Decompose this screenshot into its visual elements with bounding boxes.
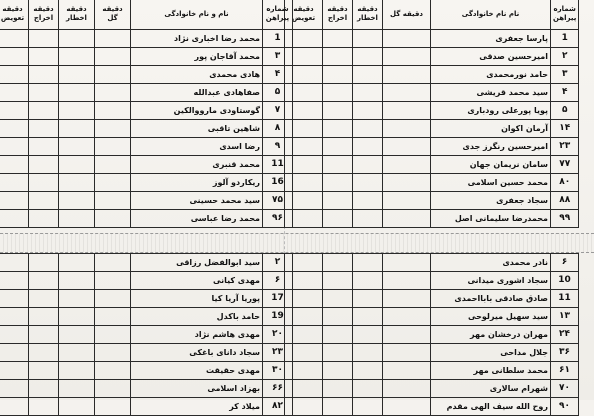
player-row — [0, 84, 293, 102]
warning-minute-cell — [59, 362, 95, 380]
ejection-minute-cell — [29, 48, 59, 66]
shirt-number: 1 — [551, 30, 579, 48]
substitution-minute-cell — [0, 156, 29, 174]
ejection-header: دقیقه اخراج — [29, 0, 59, 30]
shirt-number: ۳۶ — [551, 344, 579, 362]
ejection-minute-cell — [323, 210, 353, 228]
warning-minute-cell — [353, 102, 383, 120]
shirt-number: ۷۰ — [551, 380, 579, 398]
substitution-minute-cell — [0, 102, 29, 120]
warning-minute-cell — [353, 66, 383, 84]
warning-minute-cell — [353, 380, 383, 398]
shirt-number: 19 — [263, 308, 293, 326]
ejection-minute-cell — [323, 380, 353, 398]
goal-minute-cell — [95, 326, 131, 344]
goal-minute-cell — [95, 398, 131, 416]
ejection-minute-cell — [29, 30, 59, 48]
player-name: مهران درخشان مهر — [431, 326, 551, 344]
goal-minute-cell — [95, 254, 131, 272]
substitution-minute-cell — [0, 254, 29, 272]
player-row — [0, 210, 293, 228]
shirt-number: ۷۷ — [551, 156, 579, 174]
player-name: صادق صادقی بابااحمدی — [431, 290, 551, 308]
goal-minute-cell — [383, 362, 431, 380]
shirt-number: ۷ — [263, 102, 293, 120]
warning-minute-cell — [59, 254, 95, 272]
warning-minute-cell — [59, 308, 95, 326]
ejection-minute-cell — [29, 326, 59, 344]
player-row — [285, 48, 579, 66]
player-name: سید ابوالفضل رزاقی — [131, 254, 263, 272]
ejection-minute-cell — [29, 192, 59, 210]
shirt-number: ۵ — [263, 84, 293, 102]
substitution-minute-cell — [0, 174, 29, 192]
player-row — [0, 48, 293, 66]
goal-minute-cell — [95, 156, 131, 174]
shirt-number: ۳ — [551, 66, 579, 84]
player-name: سید محمد حسینی — [131, 192, 263, 210]
player-row — [285, 362, 579, 380]
player-row — [0, 272, 293, 290]
ejection-minute-cell — [323, 174, 353, 192]
substitution-minute-cell — [0, 120, 29, 138]
player-row — [285, 326, 579, 344]
warning-minute-cell — [353, 326, 383, 344]
player-row — [285, 66, 579, 84]
goal-minute-cell — [383, 344, 431, 362]
warning-minute-cell — [353, 254, 383, 272]
goal-minute-cell — [383, 138, 431, 156]
shirt-number: ۲۳ — [263, 344, 293, 362]
shirt-number: ۶ — [551, 254, 579, 272]
substitution-minute-cell — [0, 48, 29, 66]
shirt-number: 10 — [551, 272, 579, 290]
ejection-minute-cell — [29, 272, 59, 290]
ejection-minute-cell — [29, 210, 59, 228]
player-name: سید محمد قریشی — [431, 84, 551, 102]
substitution-minute-cell — [0, 380, 29, 398]
goal-minute-cell — [95, 308, 131, 326]
player-row — [0, 66, 293, 84]
player-name: پویا پورعلی رودباری — [431, 102, 551, 120]
shirt-number: ۳ — [263, 48, 293, 66]
warning-minute-cell — [353, 308, 383, 326]
goal-minute-cell — [95, 362, 131, 380]
shirt-number: ۹ — [263, 138, 293, 156]
warning-minute-cell — [353, 290, 383, 308]
player-row — [285, 210, 579, 228]
goal-minute-cell — [383, 120, 431, 138]
shirt-number: 1 — [263, 30, 293, 48]
warning-minute-cell — [59, 156, 95, 174]
player-name: بهزاد اسلامی — [131, 380, 263, 398]
shirt-number: 17 — [263, 290, 293, 308]
ejection-minute-cell — [29, 174, 59, 192]
right-team-starters-table — [284, 0, 579, 228]
player-row — [285, 308, 579, 326]
substitution-minute-cell — [0, 398, 29, 416]
ejection-minute-cell — [323, 30, 353, 48]
player-name: گوستاودی مارووالکین — [131, 102, 263, 120]
shirt-header: شماره پیراهن — [551, 0, 579, 30]
warning-minute-cell — [59, 272, 95, 290]
shirt-header: شماره پیراهن — [263, 0, 293, 30]
ejection-minute-cell — [29, 290, 59, 308]
player-name: نادر محمدی — [431, 254, 551, 272]
substitution-minute-cell — [0, 192, 29, 210]
warning-minute-cell — [59, 66, 95, 84]
goal-minute-cell — [95, 138, 131, 156]
goal-minute-cell — [383, 254, 431, 272]
shirt-number: 11 — [551, 290, 579, 308]
shirt-number: ۹۹ — [551, 210, 579, 228]
warning-minute-cell — [353, 48, 383, 66]
ejection-minute-cell — [29, 156, 59, 174]
goal-minute-cell — [383, 84, 431, 102]
ejection-minute-cell — [323, 344, 353, 362]
name-header: نام و نام خانوادگی — [131, 0, 263, 30]
player-name: ریکاردو آلوز — [131, 174, 263, 192]
shirt-number: ۲ — [551, 48, 579, 66]
player-name: محمد رضا اخباری نژاد — [131, 30, 263, 48]
ejection-minute-cell — [323, 138, 353, 156]
player-name: محمد حسین اسلامی — [431, 174, 551, 192]
goal-minute-cell — [383, 380, 431, 398]
section-divider — [0, 233, 594, 253]
substitution-minute-cell — [0, 308, 29, 326]
warning-header: دقیقه اخطار — [59, 0, 95, 30]
warning-minute-cell — [353, 30, 383, 48]
goal-minute-cell — [95, 30, 131, 48]
ejection-minute-cell — [323, 326, 353, 344]
warning-minute-cell — [59, 344, 95, 362]
substitution-minute-cell — [0, 30, 29, 48]
warning-minute-cell — [353, 362, 383, 380]
player-row — [0, 192, 293, 210]
shirt-number: ۶۶ — [263, 380, 293, 398]
goal-minute-cell — [383, 30, 431, 48]
ejection-header: دقیقه اخراج — [323, 0, 353, 30]
goal-minute-cell — [383, 66, 431, 84]
player-name: پوریا آریا کیا — [131, 290, 263, 308]
shirt-number: ۸۰ — [551, 174, 579, 192]
player-row — [285, 254, 579, 272]
warning-minute-cell — [353, 174, 383, 192]
player-row — [0, 102, 293, 120]
goal-minute-cell — [95, 102, 131, 120]
warning-minute-cell — [59, 48, 95, 66]
shirt-number: ۸۸ — [551, 192, 579, 210]
player-row — [0, 174, 293, 192]
player-name: مهدی کیانی — [131, 272, 263, 290]
warning-minute-cell — [59, 30, 95, 48]
substitution-minute-cell — [0, 326, 29, 344]
goal-minute-cell — [95, 174, 131, 192]
shirt-number: ۲ — [263, 254, 293, 272]
goal-minute-cell — [383, 272, 431, 290]
player-row — [0, 308, 293, 326]
player-row — [285, 156, 579, 174]
player-name: آرمان اکوان — [431, 120, 551, 138]
player-row — [285, 102, 579, 120]
goal-minute-cell — [95, 192, 131, 210]
player-name: حامد نورمحمدی — [431, 66, 551, 84]
warning-header: دقیقه اخطار — [353, 0, 383, 30]
ejection-minute-cell — [323, 290, 353, 308]
warning-minute-cell — [59, 102, 95, 120]
warning-minute-cell — [353, 344, 383, 362]
player-name: روح الله سیف الهی مقدم — [431, 398, 551, 416]
goal-minute-cell — [383, 156, 431, 174]
shirt-number: ۶۱ — [551, 362, 579, 380]
goal-minute-cell — [383, 174, 431, 192]
substitution-header: دقیقه تعویض — [285, 0, 323, 30]
name-header: نام نام خانوادگی — [431, 0, 551, 30]
warning-minute-cell — [353, 84, 383, 102]
ejection-minute-cell — [323, 156, 353, 174]
player-row — [0, 156, 293, 174]
player-row — [0, 254, 293, 272]
player-name: سید سهیل میرلوحی — [431, 308, 551, 326]
player-name: سجاد جعفری — [431, 192, 551, 210]
ejection-minute-cell — [29, 398, 59, 416]
warning-minute-cell — [353, 120, 383, 138]
shirt-number: ۳۰ — [263, 362, 293, 380]
goal-minute-cell — [383, 290, 431, 308]
warning-minute-cell — [59, 192, 95, 210]
shirt-number: 16 — [263, 174, 293, 192]
ejection-minute-cell — [29, 362, 59, 380]
player-row — [285, 272, 579, 290]
player-row — [0, 344, 293, 362]
shirt-number: ۱۳ — [551, 308, 579, 326]
ejection-minute-cell — [29, 344, 59, 362]
player-row — [285, 192, 579, 210]
header-row — [0, 0, 293, 30]
substitution-minute-cell — [0, 290, 29, 308]
shirt-number: ۸ — [263, 120, 293, 138]
player-row — [0, 362, 293, 380]
warning-minute-cell — [353, 156, 383, 174]
right-team-substitutes-table — [284, 253, 579, 416]
substitution-minute-cell — [0, 66, 29, 84]
goal-minute-cell — [383, 326, 431, 344]
ejection-minute-cell — [323, 192, 353, 210]
player-name: میلاد کر — [131, 398, 263, 416]
ejection-minute-cell — [29, 102, 59, 120]
ejection-minute-cell — [323, 308, 353, 326]
shirt-number: ۱۴ — [551, 120, 579, 138]
goal-minute-cell — [95, 380, 131, 398]
warning-minute-cell — [59, 84, 95, 102]
ejection-minute-cell — [323, 84, 353, 102]
shirt-number: 11 — [263, 156, 293, 174]
shirt-number: ۴ — [551, 84, 579, 102]
goal-minute-cell — [95, 344, 131, 362]
ejection-minute-cell — [29, 120, 59, 138]
player-row — [285, 30, 579, 48]
goal-minute-cell — [95, 210, 131, 228]
warning-minute-cell — [353, 210, 383, 228]
substitution-minute-cell — [0, 138, 29, 156]
ejection-minute-cell — [323, 48, 353, 66]
shirt-number: ۲۰ — [263, 326, 293, 344]
shirt-number: ۲۳ — [551, 138, 579, 156]
player-row — [0, 120, 293, 138]
ejection-minute-cell — [323, 66, 353, 84]
player-name: سجاد اشوری میدانی — [431, 272, 551, 290]
warning-minute-cell — [59, 120, 95, 138]
goal-minute-cell — [383, 398, 431, 416]
player-row — [0, 398, 293, 416]
shirt-number: ۸۲ — [263, 398, 293, 416]
left-team-starters-table — [0, 0, 293, 228]
ejection-minute-cell — [323, 120, 353, 138]
left-team-substitutes-table — [0, 253, 293, 416]
goal-minute-cell — [95, 290, 131, 308]
player-row — [0, 290, 293, 308]
shirt-number: ۲۴ — [551, 326, 579, 344]
goal-minute-cell — [95, 120, 131, 138]
goal-minute-cell — [95, 66, 131, 84]
substitution-minute-cell — [0, 210, 29, 228]
player-row — [0, 30, 293, 48]
player-row — [285, 138, 579, 156]
substitution-minute-cell — [0, 84, 29, 102]
shirt-number: ۴ — [263, 66, 293, 84]
player-name: امیرحسین صدقی — [431, 48, 551, 66]
ejection-minute-cell — [323, 362, 353, 380]
warning-minute-cell — [353, 138, 383, 156]
player-row — [285, 380, 579, 398]
shirt-number: ۶ — [263, 272, 293, 290]
player-row — [285, 290, 579, 308]
goal-minute-cell — [383, 308, 431, 326]
warning-minute-cell — [59, 210, 95, 228]
goal-header: دقیقه گل — [95, 0, 131, 30]
goal-minute-cell — [383, 192, 431, 210]
player-name: مهدی هاشم نژاد — [131, 326, 263, 344]
warning-minute-cell — [59, 138, 95, 156]
player-name: شهرام سالاری — [431, 380, 551, 398]
ejection-minute-cell — [29, 254, 59, 272]
goal-minute-cell — [383, 210, 431, 228]
player-row — [0, 138, 293, 156]
shirt-number: ۹۰ — [551, 398, 579, 416]
header-row — [285, 0, 579, 30]
player-name: سجاد دانای باغکی — [131, 344, 263, 362]
player-name: محمد آقاجان پور — [131, 48, 263, 66]
player-name: محمد قنبری — [131, 156, 263, 174]
substitution-minute-cell — [0, 344, 29, 362]
warning-minute-cell — [59, 398, 95, 416]
ejection-minute-cell — [29, 66, 59, 84]
player-name: مهدی حقیقت — [131, 362, 263, 380]
player-name: محمد رضا عباسی — [131, 210, 263, 228]
goal-minute-cell — [95, 84, 131, 102]
warning-minute-cell — [353, 272, 383, 290]
player-row — [285, 398, 579, 416]
player-row — [0, 326, 293, 344]
player-name: حامد باکدل — [131, 308, 263, 326]
ejection-minute-cell — [323, 254, 353, 272]
ejection-minute-cell — [29, 308, 59, 326]
shirt-number: ۷۵ — [263, 192, 293, 210]
warning-minute-cell — [59, 174, 95, 192]
goal-minute-cell — [383, 102, 431, 120]
shirt-number: ۹۶ — [263, 210, 293, 228]
goal-minute-cell — [95, 272, 131, 290]
goal-header: دقیقه گل — [383, 0, 431, 30]
warning-minute-cell — [59, 380, 95, 398]
goal-minute-cell — [95, 48, 131, 66]
player-row — [0, 380, 293, 398]
player-name: شاهین تاقبی — [131, 120, 263, 138]
player-row — [285, 174, 579, 192]
player-row — [285, 120, 579, 138]
player-name: سامان نریمان جهان — [431, 156, 551, 174]
ejection-minute-cell — [323, 102, 353, 120]
player-name: رضا اسدی — [131, 138, 263, 156]
player-name: پارسا جعفری — [431, 30, 551, 48]
player-name: امیرحسین رنگرز جدی — [431, 138, 551, 156]
player-name: جلال مداحی — [431, 344, 551, 362]
ejection-minute-cell — [29, 84, 59, 102]
warning-minute-cell — [353, 192, 383, 210]
ejection-minute-cell — [29, 380, 59, 398]
ejection-minute-cell — [323, 398, 353, 416]
substitution-header: دقیقه تعویض — [0, 0, 29, 30]
player-name: محمدرضا سلیمانی اصل — [431, 210, 551, 228]
player-row — [285, 344, 579, 362]
player-row — [285, 84, 579, 102]
player-name: محمد سلطانی مهر — [431, 362, 551, 380]
shirt-number: ۵ — [551, 102, 579, 120]
warning-minute-cell — [353, 398, 383, 416]
player-name: هادی محمدی — [131, 66, 263, 84]
substitution-minute-cell — [0, 362, 29, 380]
warning-minute-cell — [59, 290, 95, 308]
goal-minute-cell — [383, 48, 431, 66]
ejection-minute-cell — [323, 272, 353, 290]
ejection-minute-cell — [29, 138, 59, 156]
warning-minute-cell — [59, 326, 95, 344]
player-name: صفاهادی عبدالله — [131, 84, 263, 102]
substitution-minute-cell — [0, 272, 29, 290]
